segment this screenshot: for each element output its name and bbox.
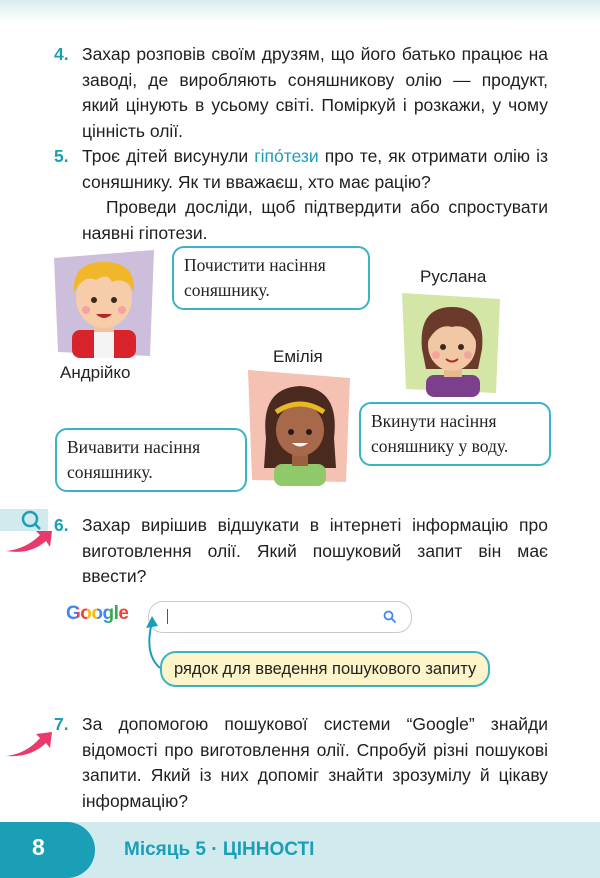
task-5 [54, 144, 549, 246]
page-number: 8 [32, 834, 45, 860]
andriyko-bubble: Почистити насіння соняшнику. [172, 246, 370, 310]
task-4-text: Захар розповів своїм друзям, що його батько працює на заводі, де виробляють соняшникову олію — продукт, який цінують в усьому світі. Поміркуй і розкажи, у чому цінність олії. [82, 44, 548, 141]
task-7 [54, 712, 548, 814]
internet-search-marker [0, 505, 60, 561]
ruslana-bubble: Вкинути насіння соняшнику у воду. [359, 402, 551, 466]
task-5-number: 5. [54, 146, 69, 166]
task-4 [54, 42, 548, 144]
page-number-tab [0, 822, 95, 878]
task-6-text: Захар вирішив відшукати в інтернеті інформацію про виготовлення олії. Який пошуковий запит він має ввести? [82, 515, 548, 586]
pink-arrow-icon [4, 716, 60, 760]
task-5-text: Троє дітей висунули гіпо́тези про те, як отримати олію із соняшнику. Як ти вважаєш, хто має рацію? [82, 146, 549, 192]
emilia-portrait [246, 368, 352, 486]
andriyko-name: Андрійко [60, 363, 131, 382]
task-4-number: 4. [54, 44, 69, 64]
emilia-name: Емілія [273, 347, 323, 366]
emilia-bubble: Вичавити насіння соняшнику. [55, 428, 247, 492]
section-title: Місяць 5 · ЦІННОСТІ [124, 839, 315, 860]
task-6-number: 6. [54, 515, 69, 535]
google-logo: Google [66, 603, 129, 624]
andriyko-portrait [50, 248, 158, 358]
top-band [0, 0, 600, 22]
task-5-instruction: Проведи досліди, щоб підтвердити або спростувати наявні гіпотези. [82, 197, 548, 243]
ruslana-portrait [400, 289, 504, 397]
task-7-number: 7. [54, 714, 69, 734]
search-input[interactable] [148, 601, 412, 633]
ruslana-name: Руслана [420, 267, 487, 286]
term-hypotheses: гіпо́тези [254, 146, 319, 166]
search-hint-label: рядок для введення пошукового запиту [160, 651, 490, 687]
task-6 [54, 513, 548, 590]
pink-arrow-icon [6, 531, 52, 552]
search-icon[interactable] [383, 610, 397, 624]
page-footer [0, 822, 600, 878]
task-7-text: За допомогою пошукової системи “Google” знайди відомості про виготовлення олії. Спробуй різні пошукові запити. Який із них допоміг знайти зрозумілу й цікаву інформацію? [82, 714, 548, 811]
